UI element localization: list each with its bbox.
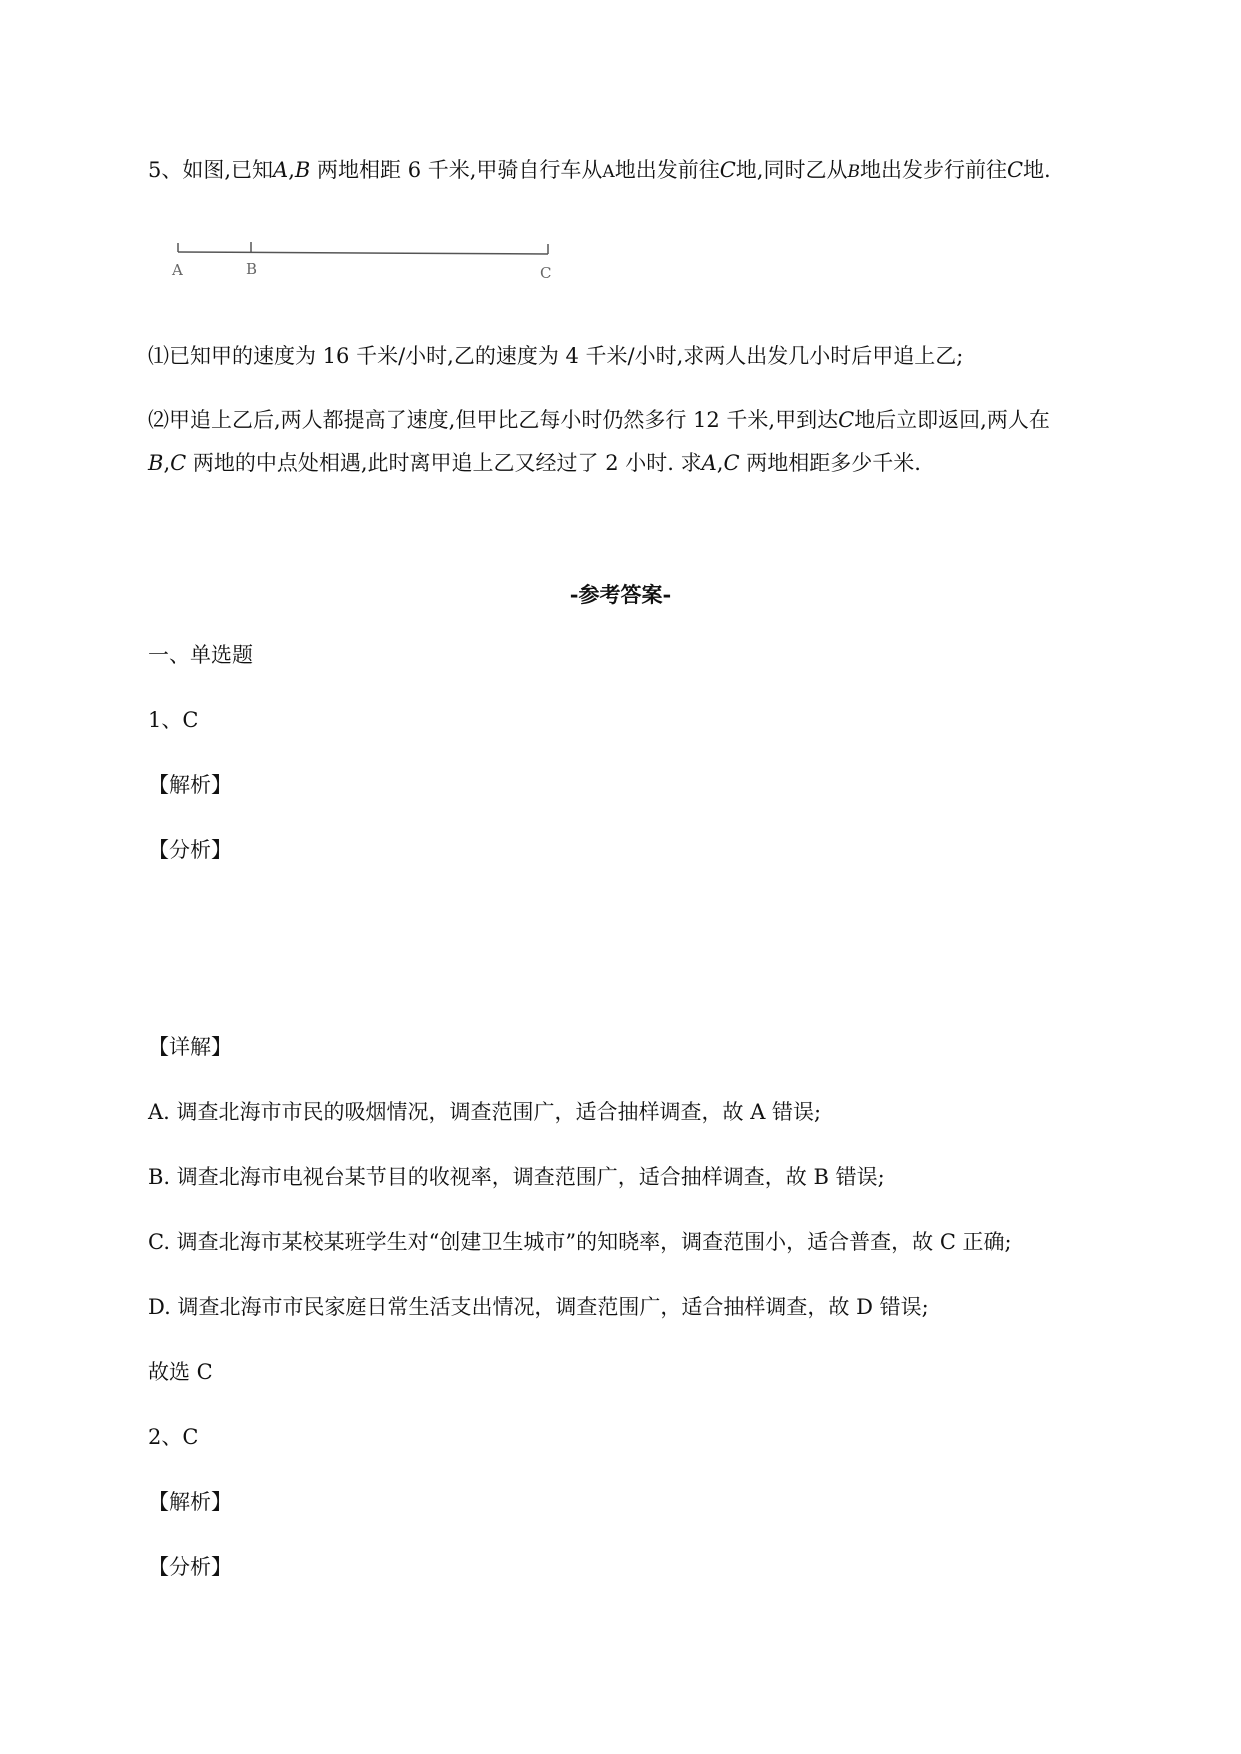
segment-ac xyxy=(178,252,548,254)
point-label: C xyxy=(838,408,855,432)
label-b: B xyxy=(246,260,258,278)
text-segment: ⑵甲追上乙后,两人都提高了速度,但甲比乙每小时仍然多行 12 千米,甲到达 xyxy=(148,408,839,432)
section-heading: 一、单选题 xyxy=(148,643,253,667)
answer-1-option-c: C. 调查北海市某校某班学生对“创建卫生城市”的知晓率，调查范围小，适合普查，故 C 正确; xyxy=(148,1230,1012,1254)
answer-1-option-a: A. 调查北海市市民的吸烟情况，调查范围广，适合抽样调查，故 A 错误; xyxy=(148,1100,822,1124)
answer-2-fenxi: 【分析】 xyxy=(148,1555,232,1579)
answer-1-jiexi: 【解析】 xyxy=(148,773,232,797)
label-c: C xyxy=(540,264,552,282)
answer-key-title: -参考答案- xyxy=(569,582,672,607)
line-segment-diagram xyxy=(168,238,568,286)
text-segment: , xyxy=(288,158,295,182)
point-label: C xyxy=(1006,158,1024,182)
text-segment: 地后立即返回,两人在 xyxy=(854,408,1050,432)
text-segment: 地出发前往 xyxy=(614,158,720,182)
text-segment: 两地的中点处相遇,此时离甲追上乙又经过了 2 小时. 求 xyxy=(186,451,702,475)
answer-1-xiangjie: 【详解】 xyxy=(148,1035,232,1059)
question-5-part-2-line-1 xyxy=(148,405,1050,435)
point-label: A xyxy=(701,451,717,475)
answer-2-number: 2、C xyxy=(148,1425,199,1449)
question-5-part-1: ⑴已知甲的速度为 16 千米/小时,乙的速度为 4 千米/小时,求两人出发几小时后甲追上乙; xyxy=(148,344,964,368)
text-segment: 两地相距 6 千米,甲骑自行车从 xyxy=(317,158,603,182)
point-label: B xyxy=(847,162,860,182)
point-label: A xyxy=(602,162,615,182)
point-label: A xyxy=(273,158,289,182)
answer-1-fenxi: 【分析】 xyxy=(148,838,232,862)
answer-1-option-b: B. 调查北海市电视台某节目的收视率，调查范围广，适合抽样调查，故 B 错误; xyxy=(148,1165,885,1189)
point-label: C xyxy=(723,451,740,475)
question-5-intro xyxy=(148,155,1051,187)
point-label: C xyxy=(170,451,187,475)
question-5-part-2-line-2 xyxy=(148,448,921,478)
point-label: C xyxy=(719,158,736,182)
answer-1-conclusion: 故选 C xyxy=(148,1360,213,1384)
text-segment: , xyxy=(716,451,724,475)
answer-1-number: 1、C xyxy=(148,708,199,732)
point-label: B xyxy=(148,451,164,475)
answer-2-jiexi: 【解析】 xyxy=(148,1490,232,1514)
label-a: A xyxy=(172,261,183,279)
text-segment: 5、如图,已知 xyxy=(148,158,274,182)
text-segment: 地出发步行前往 xyxy=(859,158,1007,182)
text-segment: 地. xyxy=(1023,158,1051,182)
answer-1-option-d: D. 调查北海市市民家庭日常生活支出情况，调查范围广，适合抽样调查，故 D 错误; xyxy=(148,1295,929,1319)
point-label: B xyxy=(294,158,311,182)
text-segment: , xyxy=(163,451,171,475)
text-segment: 两地相距多少千米. xyxy=(739,451,921,475)
text-segment: 地,同时乙从 xyxy=(735,158,848,182)
